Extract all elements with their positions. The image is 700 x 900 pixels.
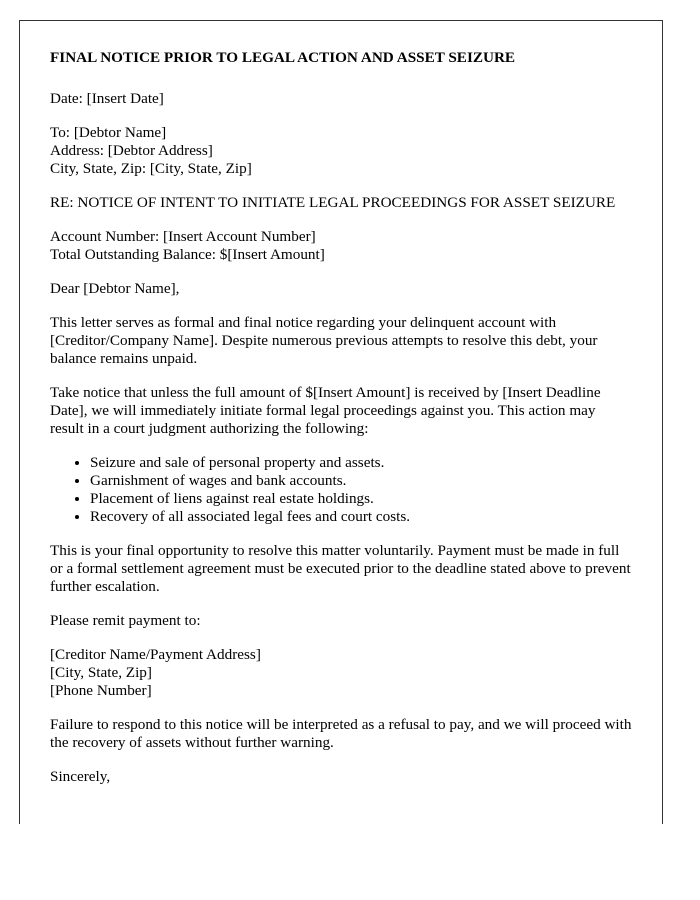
paragraph-final-opportunity: This is your final opportunity to resolve this matter voluntarily. Payment must be made in full or a formal settlement agreement must be executed prior to the deadline stated above to prevent further escalation. bbox=[50, 542, 631, 595]
outstanding-balance: Total Outstanding Balance: $[Insert Amount] bbox=[50, 246, 325, 263]
letter-date: Date: [Insert Date] bbox=[50, 90, 164, 107]
account-number: Account Number: [Insert Account Number] bbox=[50, 228, 316, 245]
paragraph-intro: This letter serves as formal and final notice regarding your delinquent account with [Creditor/Company Name]. Despite numerous previous attempts to resolve this debt, your balance remains unpaid. bbox=[50, 314, 598, 367]
list-item: • Placement of liens against real estate holdings. bbox=[90, 490, 632, 508]
list-item: • Garnishment of wages and bank accounts. bbox=[90, 472, 632, 490]
paragraph-notice: Take notice that unless the full amount of $[Insert Amount] is received by [Insert Deadline Date], we will immediately initiate formal legal proceedings against you. This action may result in a court judgment authorizing the following: bbox=[50, 384, 601, 437]
recipient-block bbox=[50, 124, 632, 178]
remit-name: [Creditor Name/Payment Address] bbox=[50, 646, 261, 663]
actions-list bbox=[50, 454, 632, 526]
letter-title: FINAL NOTICE PRIOR TO LEGAL ACTION AND ASSET SEIZURE bbox=[50, 49, 516, 66]
recipient-address: Address: [Debtor Address] bbox=[50, 142, 213, 159]
salutation: Dear [Debtor Name], bbox=[50, 280, 180, 297]
remit-label: Please remit payment to: bbox=[50, 612, 201, 629]
closing: Sincerely, bbox=[50, 768, 111, 785]
remit-phone: [Phone Number] bbox=[50, 682, 152, 699]
list-item: • Recovery of all associated legal fees and court costs. bbox=[90, 508, 632, 526]
list-item: • Seizure and sale of personal property and assets. bbox=[90, 454, 632, 472]
recipient-name: To: [Debtor Name] bbox=[50, 124, 167, 141]
remit-city: [City, State, Zip] bbox=[50, 664, 152, 681]
subject-line: RE: NOTICE OF INTENT TO INITIATE LEGAL PROCEEDINGS FOR ASSET SEIZURE bbox=[50, 194, 616, 211]
paragraph-warning: Failure to respond to this notice will be interpreted as a refusal to pay, and we will proceed with the recovery of assets without further warning. bbox=[50, 716, 632, 751]
remit-block bbox=[50, 646, 632, 700]
letter-document bbox=[19, 20, 663, 824]
recipient-city: City, State, Zip: [City, State, Zip] bbox=[50, 160, 252, 177]
account-block bbox=[50, 228, 632, 264]
